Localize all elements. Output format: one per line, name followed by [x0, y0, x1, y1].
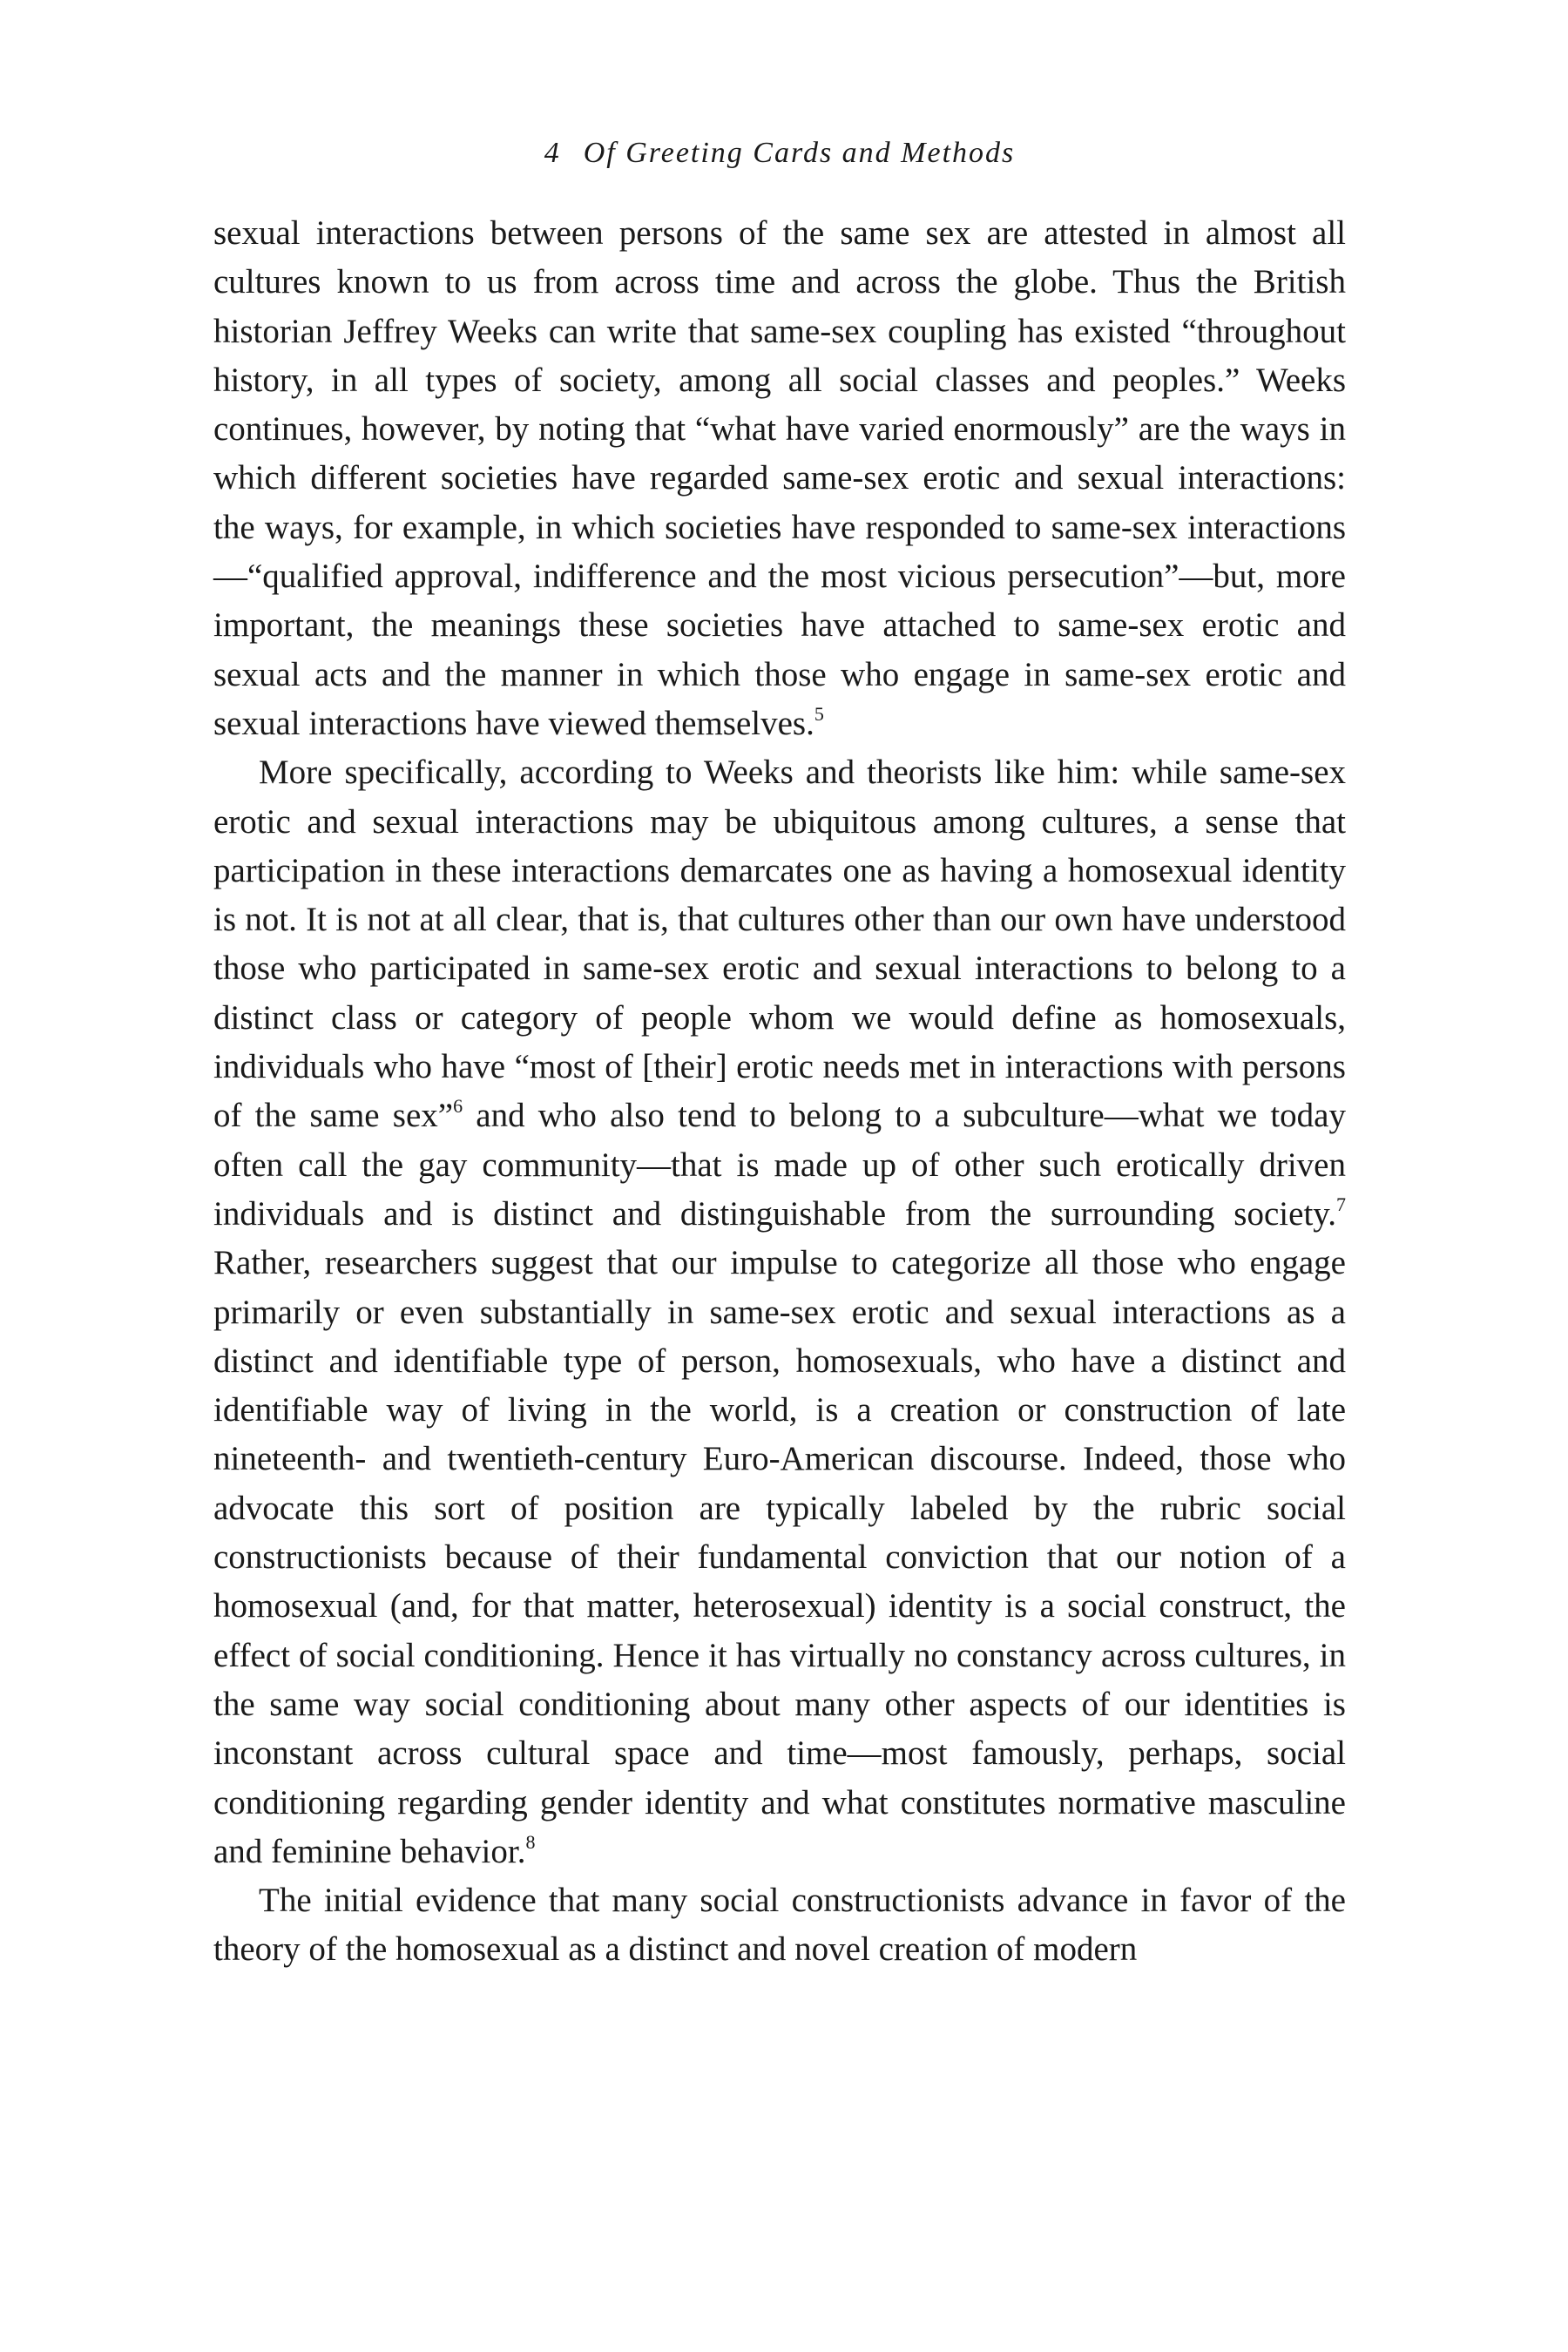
- paragraph-2: [213, 748, 1346, 1876]
- paragraph-text: Rather, researchers suggest that our impulse to categorize all those who engage primarily or even substantially in same-sex erotic and sexual interactions as a distinct and identifiable type of person, homosexuals, who have a distinct and identifiable way of living in the world, is a creation or construction of late nineteenth- and twentieth-century Euro-American discourse. Indeed, those who advocate this sort of position are typically labeled by the rubric social constructionists because of their fundamental conviction that our notion of a homosexual (and, for that matter, heterosexual) identity is a social construct, the effect of social conditioning. Hence it has virtually no constancy across cultures, in the same way social conditioning about many other aspects of our identities is inconstant across cultural space and time—most famously, perhaps, social conditioning regarding gender identity and what constitutes normative masculine and feminine behavior.: [213, 1244, 1346, 1870]
- paragraph-1: [213, 209, 1346, 748]
- footnote-ref-7: 7: [1336, 1193, 1346, 1215]
- paragraph-text: and who also tend to belong to a subculture—what we today often call the gay community—that is made up of other such erotically driven individuals and is distinct and distinguishable from the surrounding society.: [213, 1097, 1346, 1233]
- body-text: [213, 209, 1346, 1975]
- paragraph-text: sexual interactions between persons of the same sex are attested in almost all cultures known to us from across time and across the globe. Thus the British historian Jeffrey Weeks can write that same-sex coupling has existed “throughout history, in all types of society, among all social classes and peoples.” Weeks continues, however, by noting that “what have varied enormously” are the ways in which different societies have regarded same-sex erotic and sexual interactions: the ways, for example, in which societies have responded to same-sex interactions—“qualified approval, indifference and the most vicious persecution”—but, more important, the meanings these societies have attached to same-sex erotic and sexual acts and the manner in which those who engage in same-sex erotic and sexual interactions have viewed themselves.: [213, 214, 1346, 742]
- running-title: Of Greeting Cards and Methods: [583, 137, 1016, 169]
- page-number: 4: [544, 137, 561, 169]
- footnote-ref-5: 5: [814, 702, 824, 725]
- running-head: [213, 132, 1346, 174]
- paragraph-3: [213, 1876, 1346, 1975]
- paragraph-text: The initial evidence that many social constructionists advance in favor of the theory of the homosexual as a distinct and novel creation of modern: [213, 1882, 1346, 1969]
- paragraph-text: More specifically, according to Weeks and theorists like him: while same-sex erotic and sexual interactions may be ubiquitous among cultures, a sense that participation in these interactions demarcates one as having a homosexual identity is not. It is not at all clear, that is, that cultures other than our own have understood those who participated in same-sex erotic and sexual interactions to belong to a distinct class or category of people whom we would define as homosexuals, individuals who have “most of [their] erotic needs met in interactions with persons of the same sex”: [213, 754, 1346, 1135]
- footnote-ref-8: 8: [525, 1830, 536, 1853]
- footnote-ref-6: 6: [453, 1095, 463, 1118]
